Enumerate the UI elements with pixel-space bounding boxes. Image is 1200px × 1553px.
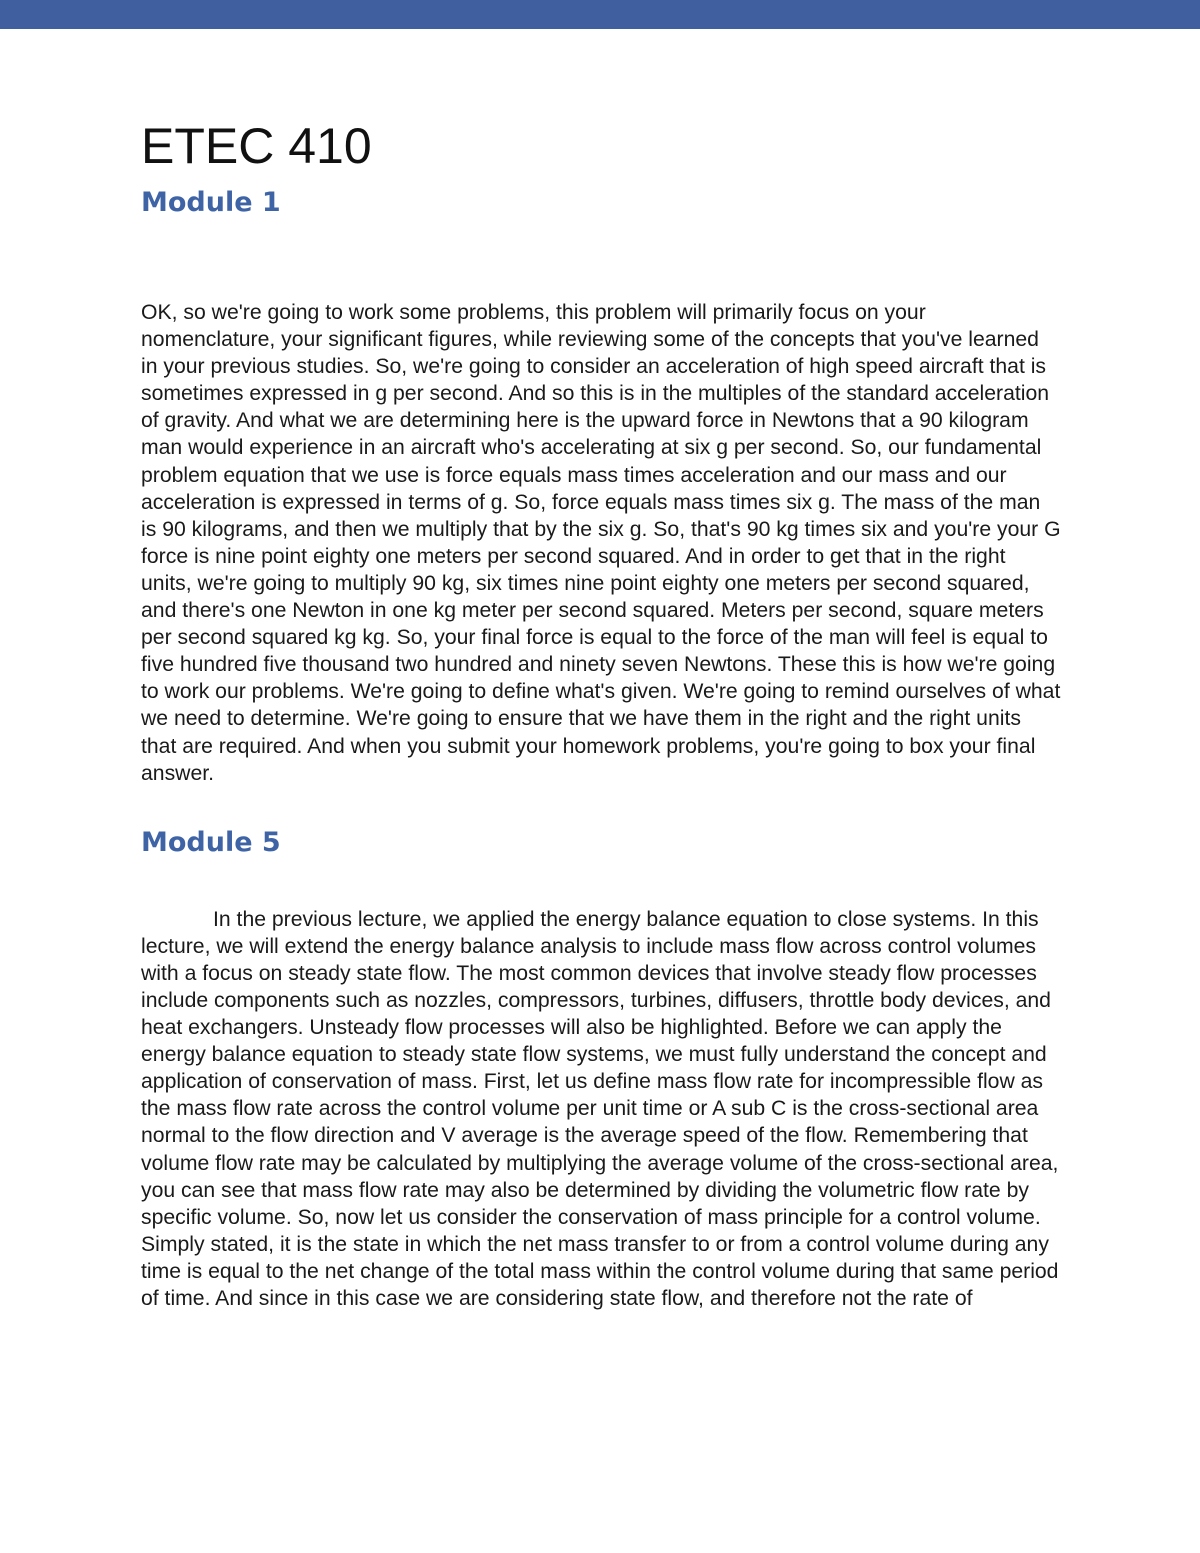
document-page [141,118,1061,1312]
section-body-module-1: OK, so we're going to work some problems, this problem will primarily focus on your nomenclature, your significant figures, while reviewing some of the concepts that you've learned in your previous studies. So, we're going to consider an acceleration of high speed aircraft that is sometimes expressed in g per second. And so this is in the multiples of the standard acceleration of gravity. And what we are determining here is the upward force in Newtons that a 90 kilogram man would experience in an aircraft who's accelerating at six g per second. So, our fundamental problem equation that we use is force equals mass times acceleration and our mass and our acceleration is expressed in terms of g. So, force equals mass times six g. The mass of the man is 90 kilograms, and then we multiply that by the six g. So, that's 90 kg times six and you're your G force is nine point eighty one meters per second squared. And in order to get that in the right units, we're going to multiply 90 kg, six times nine point eighty one meters per second squared, and there's one Newton in one kg meter per second squared. Meters per second, square meters per second squared kg kg. So, your final force is equal to the force of the man will feel is equal to five hundred five thousand two hundred and ninety seven Newtons. These this is how we're going to work our problems. We're going to define what's given. We're going to remind ourselves of what we need to determine. We're going to ensure that we have them in the right and the right units that are required. And when you submit your homework problems, you're going to box your final answer. [141,301,1061,785]
section-heading-module-1: Module 1 [141,187,281,218]
section-heading-module-5: Module 5 [141,826,281,858]
document-title: ETEC 410 [141,118,372,174]
section-body-module-5: In the previous lecture, we applied the energy balance equation to close systems. In this lecture, we will extend the energy balance analysis to include mass flow across control volumes with a focus on steady state flow. The most common devices that involve steady flow processes include components such as nozzles, compressors, turbines, diffusers, throttle body devices, and heat exchangers. Unsteady flow processes will also be highlighted. Before we can apply the energy balance equation to steady state flow systems, we must fully understand the concept and application of conservation of mass. First, let us define mass flow rate for incompressible flow as the mass flow rate across the control volume per unit time or A sub C is the cross-sectional area normal to the flow direction and V average is the average speed of the flow. Remembering that volume flow rate may be calculated by multiplying the average volume of the cross-sectional area, you can see that mass flow rate may also be determined by dividing the volumetric flow rate by specific volume. So, now let us consider the conservation of mass principle for a control volume. Simply stated, it is the state in which the net mass transfer to or from a control volume during any time is equal to the net change of the total mass within the control volume during that same period of time. And since in this case we are considering state flow, and therefore not the rate of [141,907,1059,1310]
top-color-bar [0,0,1200,29]
